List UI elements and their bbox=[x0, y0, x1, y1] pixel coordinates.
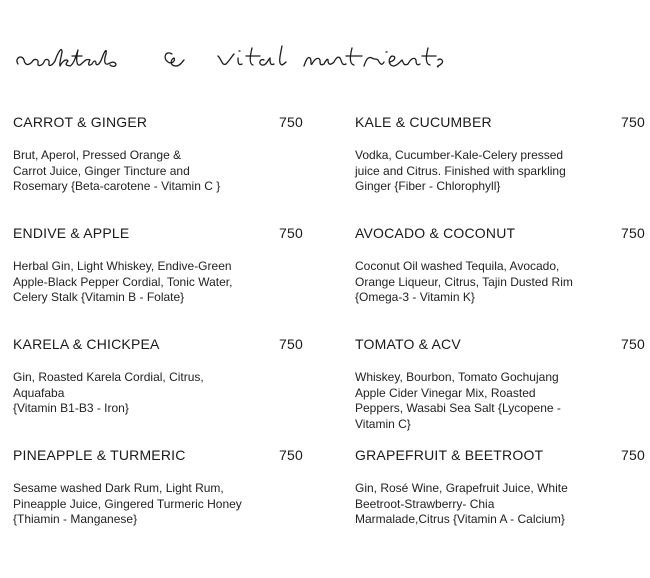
menu-title bbox=[12, 38, 452, 78]
item-price: 750 bbox=[279, 447, 303, 463]
item-description: Herbal Gin, Light Whiskey, Endive-Green Apple-Black Pepper Cordial, Tonic Water, Celery Stalk {Vitamin B - Folate} bbox=[13, 259, 233, 304]
item-price: 750 bbox=[621, 447, 645, 463]
item-price: 750 bbox=[279, 336, 303, 352]
menu-item bbox=[355, 447, 645, 558]
menu-item bbox=[13, 336, 303, 447]
item-price: 750 bbox=[621, 225, 645, 241]
item-description: Brut, Aperol, Pressed Orange & Carrot Juice, Ginger Tincture and Rosemary {Beta-carotene - Vitamin C } bbox=[13, 148, 221, 193]
item-name: PINEAPPLE & TURMERIC bbox=[13, 447, 186, 463]
item-price: 750 bbox=[279, 225, 303, 241]
item-name: TOMATO & ACV bbox=[355, 336, 461, 352]
item-name: GRAPEFRUIT & BEETROOT bbox=[355, 447, 544, 463]
item-description: Vodka, Cucumber-Kale-Celery pressed juice and Citrus. Finished with sparkling Ginger {Fiber - Chlorophyll} bbox=[355, 148, 566, 193]
item-name: KALE & CUCUMBER bbox=[355, 114, 492, 130]
item-price: 750 bbox=[621, 336, 645, 352]
menu-item bbox=[355, 336, 645, 447]
cocktail-menu-grid bbox=[13, 114, 645, 558]
item-description: Coconut Oil washed Tequila, Avocado, Orange Liqueur, Citrus, Tajin Dusted Rim {Omega-3 - Vitamin K} bbox=[355, 259, 573, 304]
item-name: CARROT & GINGER bbox=[13, 114, 148, 130]
menu-item bbox=[13, 447, 303, 558]
item-name: KARELA & CHICKPEA bbox=[13, 336, 160, 352]
script-title-lettering bbox=[12, 38, 452, 78]
item-name: AVOCADO & COCONUT bbox=[355, 225, 516, 241]
item-name: ENDIVE & APPLE bbox=[13, 225, 130, 241]
item-description: Gin, Roasted Karela Cordial, Citrus, Aquafaba {Vitamin B1-B3 - Iron} bbox=[13, 370, 204, 415]
menu-item bbox=[355, 225, 645, 336]
menu-item bbox=[355, 114, 645, 225]
item-price: 750 bbox=[279, 114, 303, 130]
menu-item bbox=[13, 114, 303, 225]
item-description: Gin, Rosé Wine, Grapefruit Juice, White Beetroot-Strawberry- Chia Marmalade,Citrus {Vitamin A - Calcium} bbox=[355, 481, 568, 526]
item-description: Sesame washed Dark Rum, Light Rum, Pineapple Juice, Gingered Turmeric Honey {Thiamin - Manganese} bbox=[13, 481, 242, 526]
menu-item bbox=[13, 225, 303, 336]
item-price: 750 bbox=[621, 114, 645, 130]
item-description: Whiskey, Bourbon, Tomato Gochujang Apple Cider Vinegar Mix, Roasted Peppers, Wasabi Sea Salt {Lycopene - Vitamin C} bbox=[355, 370, 561, 431]
